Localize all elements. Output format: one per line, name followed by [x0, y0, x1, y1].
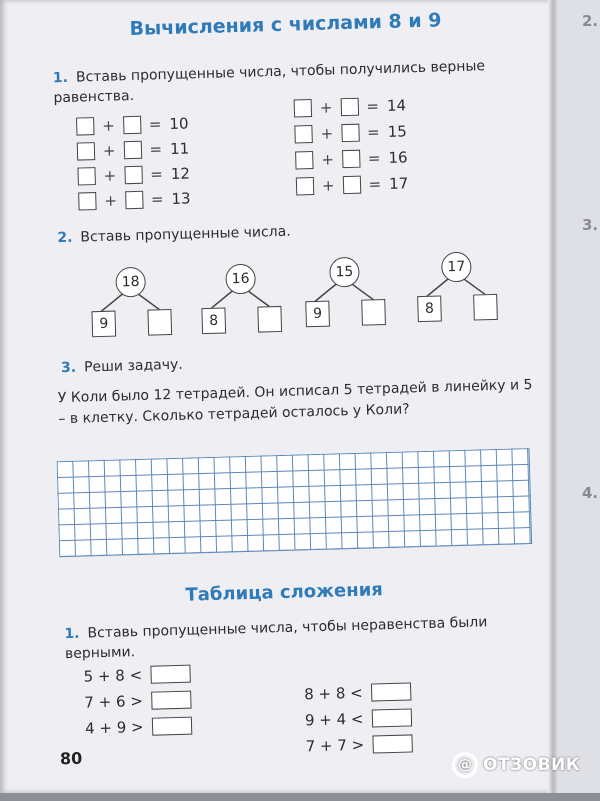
inequality [84, 691, 191, 712]
task3-instruction: Реши задачу. [83, 356, 183, 376]
answer-box[interactable] [123, 141, 141, 159]
answer-box[interactable] [77, 167, 95, 185]
task2-text [57, 215, 527, 248]
section-title: Таблица сложения [185, 579, 384, 606]
inequality-expression: 9 + 4 < [304, 709, 364, 730]
inequality-expression: 4 + 9 > [84, 717, 144, 738]
equals-sign: = [148, 115, 162, 134]
equals-sign: = [149, 140, 163, 159]
equation-result: 13 [171, 189, 191, 208]
equals-sign: = [367, 149, 381, 168]
number-tree [88, 261, 174, 343]
equation-result: 17 [388, 174, 409, 193]
at-sign-icon: @ [452, 752, 478, 778]
answer-box[interactable] [370, 682, 410, 701]
inequality-expression: 7 + 6 > [84, 691, 144, 712]
answer-box[interactable] [151, 717, 191, 736]
answer-box[interactable] [125, 191, 143, 209]
right-page-mark: 4. [582, 484, 599, 502]
answer-box[interactable] [342, 150, 360, 168]
answer-box[interactable] [473, 294, 498, 321]
task2-number: 2. [57, 229, 73, 247]
answer-box[interactable] [372, 734, 412, 753]
answer-box[interactable] [151, 691, 191, 710]
equation [294, 122, 407, 143]
equation-result: 15 [387, 122, 408, 141]
answer-box[interactable] [77, 142, 95, 160]
equation-result: 12 [170, 164, 191, 183]
answer-box[interactable] [371, 708, 411, 727]
section2-task-number: 1. [64, 625, 80, 643]
section2-task-text [64, 611, 535, 664]
inequality [304, 682, 411, 703]
plus-sign: + [102, 116, 116, 135]
answer-box[interactable] [294, 99, 312, 117]
answer-box[interactable] [150, 665, 190, 684]
plus-sign: + [321, 176, 335, 195]
tree-sum: 16 [225, 264, 256, 295]
inequality [85, 717, 192, 738]
answer-box[interactable] [257, 306, 282, 333]
equation [296, 174, 409, 195]
answer-box[interactable] [296, 177, 314, 195]
number-tree [414, 246, 500, 328]
right-page-mark: 2. [582, 12, 599, 30]
equals-sign: = [150, 190, 164, 209]
tree-given-part: 8 [417, 295, 442, 322]
task1-instruction: Вставь пропущенные числа, чтобы получились верные равенства. [53, 58, 486, 107]
page-title: Вычисления с числами 8 и 9 [129, 9, 442, 41]
answer-box[interactable] [295, 151, 313, 169]
answer-box[interactable] [342, 176, 360, 194]
plus-sign: + [320, 124, 334, 143]
inequality-expression: 8 + 8 < [303, 683, 363, 704]
task3-number: 3. [60, 359, 77, 377]
inequality-expression: 7 + 7 > [305, 735, 365, 756]
watermark [452, 752, 580, 778]
right-page-mark: 3. [582, 216, 599, 234]
plus-sign: + [321, 150, 335, 169]
plus-sign: + [102, 141, 116, 160]
inequality-expression: 5 + 8 < [83, 665, 143, 686]
tree-sum: 18 [115, 267, 146, 298]
task3-problem: У Коли было 12 тетрадей. Он исписал 5 тетрадей в линейку и 5 – в клетку. Сколько тетрадей осталось у Коли? [57, 376, 533, 428]
equation [294, 96, 407, 117]
plus-sign: + [319, 98, 333, 117]
answer-box[interactable] [294, 125, 312, 143]
inequality [305, 708, 412, 729]
inequality [83, 665, 190, 686]
task1-number: 1. [52, 69, 69, 87]
answer-box[interactable] [361, 299, 386, 326]
task1-text [53, 55, 524, 108]
answer-box[interactable] [340, 98, 358, 116]
answer-box[interactable] [147, 309, 172, 336]
answer-box[interactable] [78, 192, 96, 210]
equation-result: 14 [386, 96, 407, 115]
tree-given-part: 8 [201, 307, 226, 334]
task3-text [61, 345, 531, 378]
answer-box[interactable] [76, 117, 94, 135]
equals-sign: = [368, 175, 382, 194]
task2-instruction: Вставь пропущенные числа. [80, 223, 291, 246]
inequality [305, 734, 412, 755]
equation [76, 114, 189, 135]
equation [78, 189, 191, 210]
equation-result: 16 [388, 148, 408, 167]
number-tree [302, 251, 388, 333]
answer-box[interactable] [124, 166, 142, 184]
equation-result: 11 [169, 139, 190, 158]
equals-sign: = [149, 165, 164, 184]
tree-sum: 15 [329, 257, 360, 288]
tree-given-part: 9 [305, 301, 330, 328]
page-number: 80 [59, 748, 83, 769]
equals-sign: = [366, 97, 380, 116]
equation [77, 164, 190, 185]
plus-sign: + [103, 166, 117, 185]
tree-given-part: 9 [91, 311, 116, 338]
answer-box[interactable] [341, 124, 359, 142]
watermark-text: ОТЗОВИК [483, 755, 581, 775]
equation [295, 148, 408, 169]
number-tree [198, 258, 284, 340]
section2-task-instruction: Вставь пропущенные числа, чтобы неравенства были верными. [64, 614, 488, 663]
answer-box[interactable] [123, 116, 141, 134]
answer-grid[interactable] [57, 448, 532, 557]
equation-result: 10 [169, 114, 189, 133]
tree-sum: 17 [441, 252, 472, 283]
equals-sign: = [366, 123, 380, 142]
equation [77, 139, 190, 160]
plus-sign: + [104, 191, 118, 210]
